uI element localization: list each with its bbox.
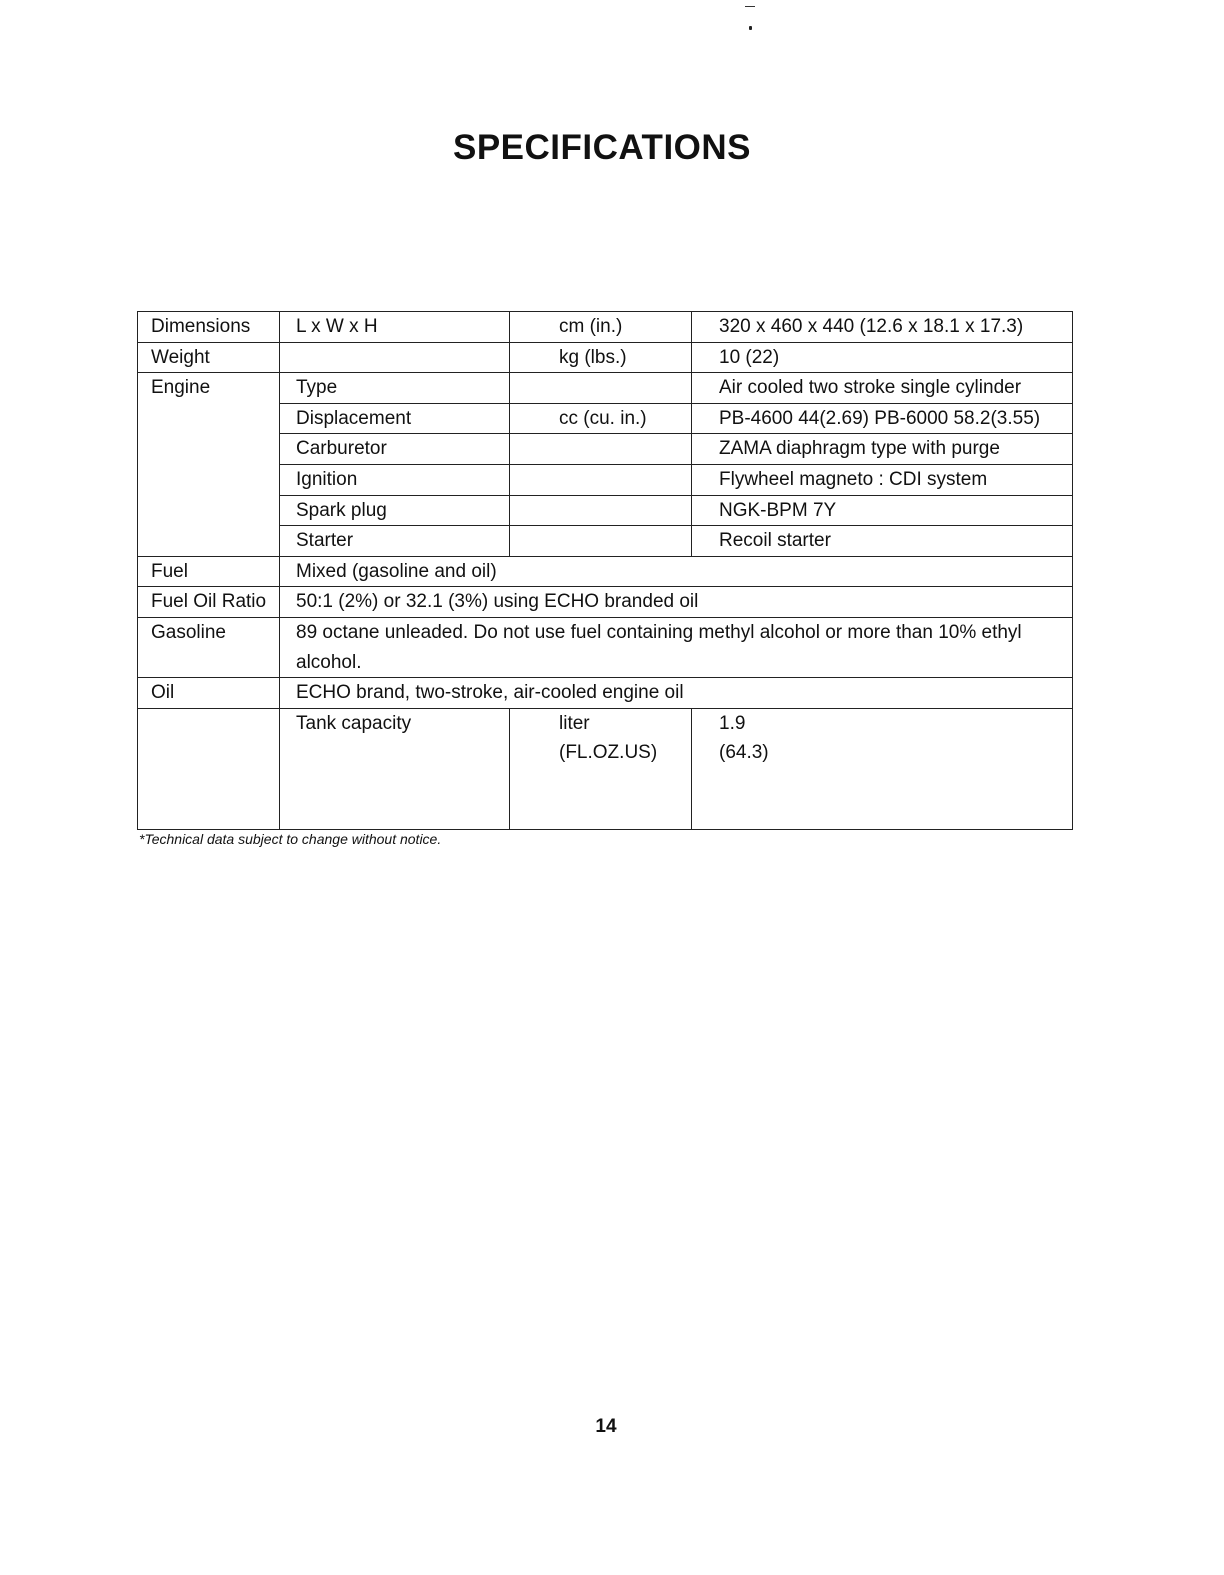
item-ignition: Ignition [280,464,510,495]
unit-carburetor [510,434,692,465]
unit-weight: kg (lbs.) [510,342,692,373]
item-carburetor: Carburetor [280,434,510,465]
table-row-fuel-oil-ratio [138,587,1073,618]
value-tank-capacity [692,708,1073,829]
value-dimensions: 320 x 460 x 440 (12.6 x 18.1 x 17.3) [692,312,1073,343]
value-displacement: PB-4600 44(2.69) PB-6000 58.2(3.55) [692,403,1073,434]
table-row-dimensions [138,312,1073,343]
item-engine-type: Type [280,373,510,404]
item-starter: Starter [280,526,510,557]
table-row-fuel [138,556,1073,587]
row-label-engine: Engine [138,373,280,557]
page-number: 14 [595,1416,617,1437]
item-tank-capacity: Tank capacity [280,708,510,829]
value-starter: Recoil starter [692,526,1073,557]
unit-starter [510,526,692,557]
unit-tank-floz: (FL.OZ.US) [559,742,658,764]
unit-ignition [510,464,692,495]
table-row-tank-capacity [138,708,1073,829]
row-label-oil: Oil [138,678,280,709]
value-fuel-oil-ratio: 50:1 (2%) or 32.1 (3%) using ECHO branded oil [280,587,1073,618]
value-carburetor: ZAMA diaphragm type with purge [692,434,1073,465]
scan-mark-dash [745,6,755,7]
row-label-tank [138,708,280,829]
page-title: SPECIFICATIONS [452,128,752,167]
unit-tank-liter: liter [559,712,590,734]
specifications-table [137,311,1073,830]
row-label-gasoline: Gasoline [138,617,280,677]
unit-dimensions: cm (in.) [510,312,692,343]
table-row-engine-type [138,373,1073,404]
row-label-dimensions: Dimensions [138,312,280,343]
row-label-fuel-oil-ratio: Fuel Oil Ratio [138,587,280,618]
item-weight [280,342,510,373]
value-tank-liter: 1.9 [719,712,746,734]
value-oil: ECHO brand, two-stroke, air-cooled engine oil [280,678,1073,709]
unit-engine-type [510,373,692,404]
scan-mark-dot [749,26,752,30]
value-ignition: Flywheel magneto : CDI system [692,464,1073,495]
item-dimensions: L x W x H [280,312,510,343]
item-spark-plug: Spark plug [280,495,510,526]
value-gasoline: 89 octane unleaded. Do not use fuel containing methyl alcohol or more than 10% ethyl alcohol. [280,617,1073,677]
value-tank-floz: (64.3) [719,742,769,764]
value-engine-type: Air cooled two stroke single cylinder [692,373,1073,404]
value-fuel: Mixed (gasoline and oil) [280,556,1073,587]
table-row-weight [138,342,1073,373]
row-label-weight: Weight [138,342,280,373]
table-row-gasoline [138,617,1073,677]
unit-spark-plug [510,495,692,526]
value-weight: 10 (22) [692,342,1073,373]
footnote: *Technical data subject to change without notice. [139,831,442,847]
unit-tank-capacity [510,708,692,829]
item-displacement: Displacement [280,403,510,434]
unit-displacement: cc (cu. in.) [510,403,692,434]
row-label-fuel: Fuel [138,556,280,587]
table-row-oil [138,678,1073,709]
value-spark-plug: NGK-BPM 7Y [692,495,1073,526]
